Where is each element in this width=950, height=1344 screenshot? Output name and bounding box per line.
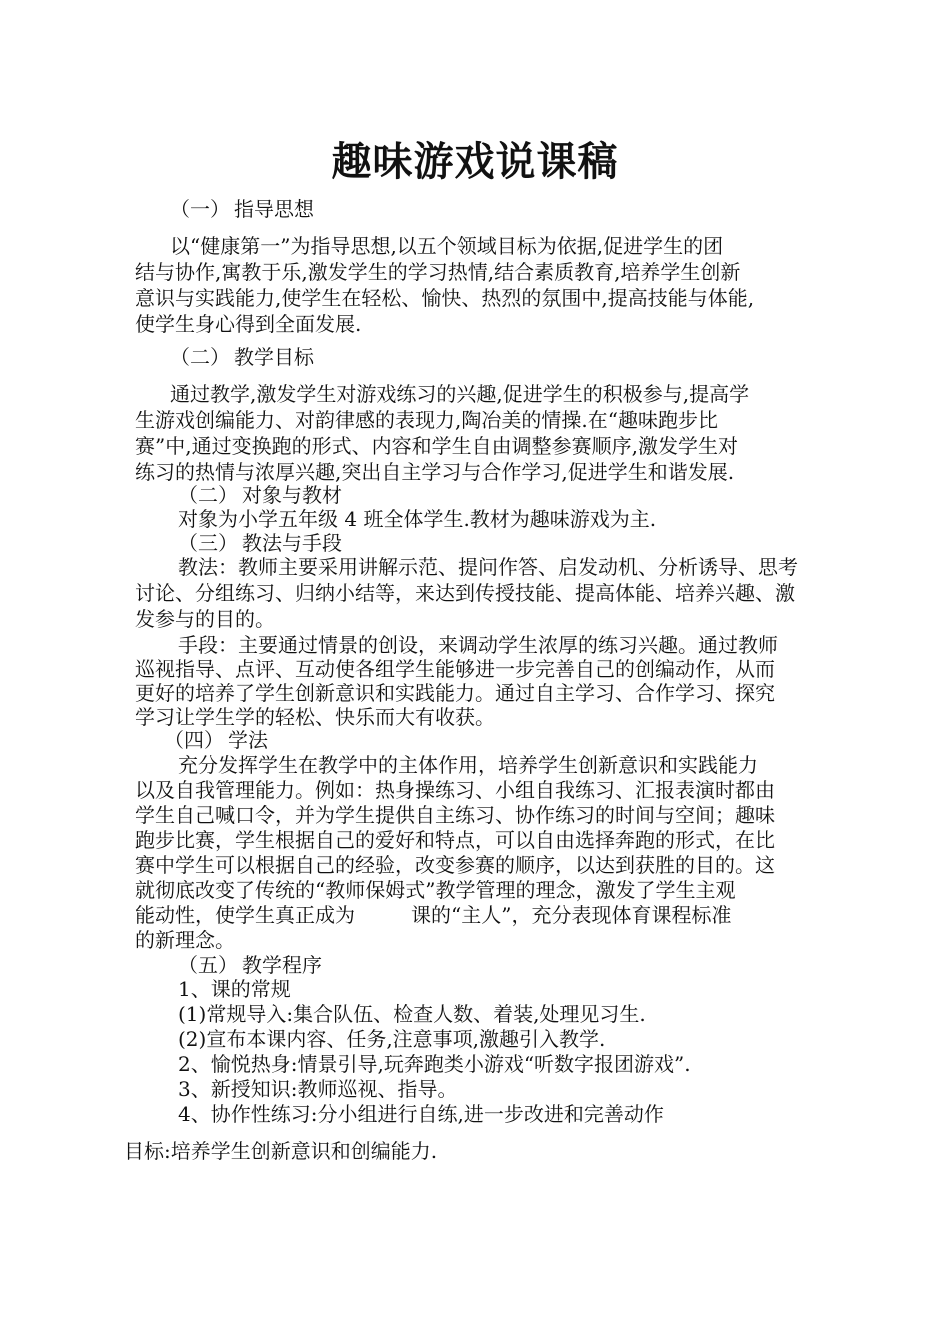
list-item: (1)常规导入:集合队伍、检查人数、着装,处理见习生. [178,1002,646,1026]
section-heading-target-materials [178,482,878,508]
paragraph-line: 讨论、分组练习、归纳小结等，来达到传授技能、提高体能、培养兴趣、激 [135,581,795,605]
section-number: （三） [178,531,238,555]
paragraph-line-part: 能动性，使学生真正成为 [135,903,355,927]
section-label: 对象与教材 [242,483,342,507]
paragraph-line: 结与协作,寓教于乐,激发学生的学习热情,结合素质教育,培养学生创新 [135,260,741,284]
paragraph-line: 对象为小学五年级 4 班全体学生.教材为趣味游戏为主. [178,507,657,531]
paragraph-line: 通过教学,激发学生对游戏练习的兴趣,促进学生的积极参与,提高学 [170,382,750,406]
paragraph-line: 使学生身心得到全面发展. [135,312,362,336]
list-item: 1、课的常规 [178,977,291,1001]
paragraph-line: 的新理念。 [135,928,235,952]
paragraph-line: 跑步比赛，学生根据自己的爱好和特点，可以自由选择奔跑的形式，在比 [135,828,775,852]
paragraph-line: 目标:培养学生创新意识和创编能力. [124,1139,438,1163]
section-heading-teaching-goals [170,344,870,370]
paragraph-line: 生游戏创编能力、对韵律感的表现力,陶冶美的情操.在“趣味跑步比 [135,408,718,432]
section-label: 教学程序 [242,953,322,977]
section-heading-learning-methods [164,727,864,753]
paragraph-line: 意识与实践能力,使学生在轻松、愉快、热烈的氛围中,提高技能与体能, [135,286,755,310]
section-number: （一） [170,197,230,221]
section-label: 教法与手段 [242,531,342,555]
page-title: 趣味游戏说课稿 [331,139,619,185]
list-item: (2)宣布本课内容、任务,注意事项,激趣引入教学. [178,1027,606,1051]
paragraph-line: 以“健康第一”为指导思想,以五个领域目标为依据,促进学生的团 [170,234,724,258]
section-label: 指导思想 [234,197,314,221]
paragraph-line: 发参与的目的。 [135,607,275,631]
paragraph-line [135,902,835,928]
paragraph-line: 手段：主要通过情景的创设，来调动学生浓厚的练习兴趣。通过教师 [178,633,778,657]
paragraph-line: 以及自我管理能力。例如：热身操练习、小组自我练习、汇报表演时都由 [135,778,775,802]
section-heading-guiding-ideology [170,196,870,222]
paragraph-line: 就彻底改变了传统的“教师保姆式”教学管理的理念，激发了学生主观 [135,878,736,902]
section-label: 学法 [228,728,268,752]
paragraph-line: 赛中学生可以根据自己的经验，改变参赛的顺序，以达到获胜的目的。这 [135,853,775,877]
paragraph-line: 巡视指导、点评、互动使各组学生能够进一步完善自己的创编动作，从而 [135,657,775,681]
list-item: 2、愉悦热身:情景引导,玩奔跑类小游戏“听数字报团游戏”. [178,1052,691,1076]
paragraph-line: 学习让学生学的轻松、快乐而大有收获。 [135,705,495,729]
section-heading-teaching-procedure [178,952,878,978]
paragraph-line: 充分发挥学生在教学中的主体作用，培养学生创新意识和实践能力 [178,753,758,777]
paragraph-line: 赛”中,通过变换跑的形式、内容和学生自由调整参赛顺序,激发学生对 [135,434,738,458]
paragraph-line: 教法：教师主要采用讲解示范、提问作答、启发动机、分析诱导、思考 [178,555,798,579]
paragraph-line: 更好的培养了学生创新意识和实践能力。通过自主学习、合作学习、探究 [135,681,775,705]
section-number: （二） [170,345,230,369]
paragraph-line-part: 课的“主人”，充分表现体育课程标准 [411,903,732,927]
list-item: 3、新授知识:教师巡视、指导。 [178,1077,458,1101]
paragraph-line: 练习的热情与浓厚兴趣,突出自主学习与合作学习,促进学生和谐发展. [135,460,735,484]
list-item: 4、协作性练习:分小组进行自练,进一步改进和完善动作 [178,1102,664,1126]
paragraph-line: 学生自己喊口令，并为学生提供自主练习、协作练习的时间与空间；趣味 [135,803,775,827]
section-heading-methods-means [178,530,878,556]
section-number: （二） [178,483,238,507]
section-number: （四） [164,728,224,752]
section-number: （五） [178,953,238,977]
section-label: 教学目标 [234,345,314,369]
